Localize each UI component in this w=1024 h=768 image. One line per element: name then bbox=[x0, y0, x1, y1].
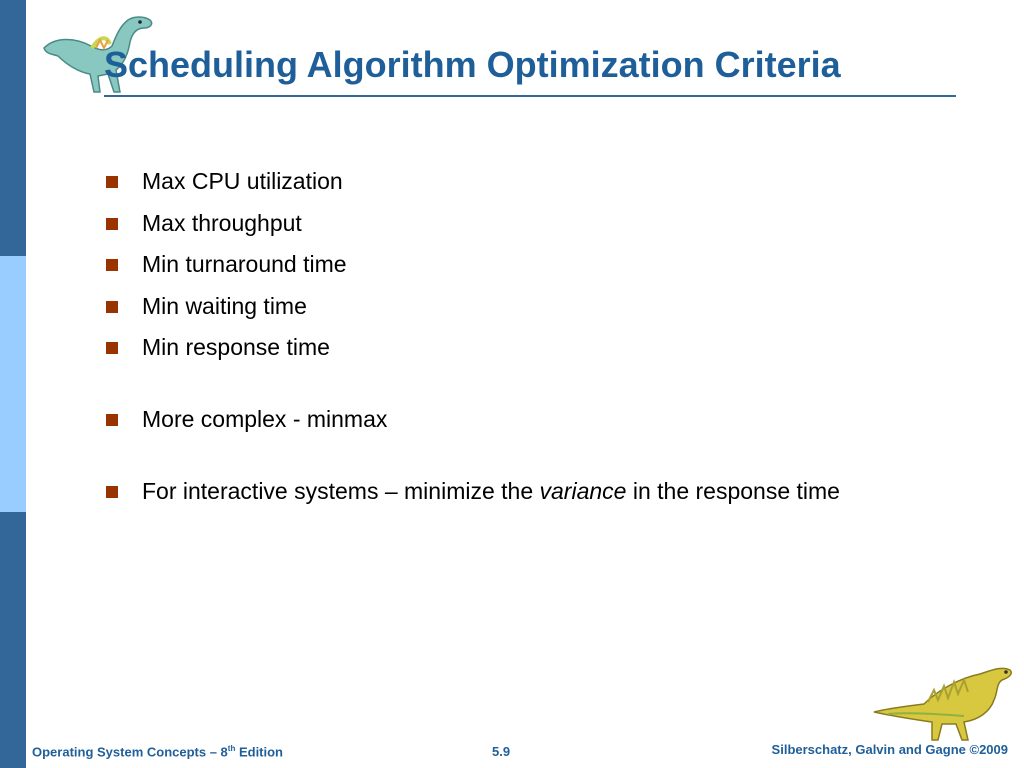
page-title: Scheduling Algorithm Optimization Criteria bbox=[104, 44, 841, 85]
bullet-text: More complex - minmax bbox=[142, 406, 388, 432]
square-bullet-icon bbox=[106, 259, 118, 271]
square-bullet-icon bbox=[106, 176, 118, 188]
list-item bbox=[104, 208, 904, 238]
dinosaur-logo-icon bbox=[868, 660, 1018, 742]
footer-book-suffix: Edition bbox=[235, 744, 284, 760]
footer-book-title bbox=[32, 744, 283, 759]
emphasized-term: variance bbox=[539, 478, 627, 504]
footer-book-prefix: Operating System Concepts – 8 bbox=[32, 744, 228, 760]
footer-page-number: 5.9 bbox=[492, 744, 511, 759]
bullet-text bbox=[142, 478, 840, 504]
list-item bbox=[104, 404, 904, 434]
list-item bbox=[104, 291, 904, 321]
bullet-text: Min turnaround time bbox=[142, 251, 347, 277]
footer-copyright: Silberschatz, Galvin and Gagne ©2009 bbox=[771, 742, 1008, 757]
bullet-text: Max throughput bbox=[142, 209, 302, 236]
list-item bbox=[104, 249, 904, 279]
sidebar-band-bottom bbox=[0, 512, 26, 768]
footer-book-superscript: th bbox=[227, 744, 236, 753]
bullet-text-lead: For interactive systems – minimize the bbox=[142, 478, 540, 504]
sidebar-band-top bbox=[0, 0, 26, 256]
square-bullet-icon bbox=[106, 218, 118, 230]
bullet-text: Min response time bbox=[142, 334, 330, 360]
bullet-text: Max CPU utilization bbox=[142, 168, 343, 194]
bullet-list bbox=[104, 166, 904, 518]
square-bullet-icon bbox=[106, 486, 118, 498]
list-item bbox=[104, 166, 904, 196]
title-divider bbox=[104, 95, 956, 97]
square-bullet-icon bbox=[106, 342, 118, 354]
bullet-text-tail: in the response time bbox=[626, 478, 840, 504]
square-bullet-icon bbox=[106, 301, 118, 313]
list-item bbox=[104, 476, 904, 506]
square-bullet-icon bbox=[106, 414, 118, 426]
bullet-text: Min waiting time bbox=[142, 292, 307, 319]
sidebar-band-middle bbox=[0, 256, 26, 512]
list-item bbox=[104, 332, 904, 362]
